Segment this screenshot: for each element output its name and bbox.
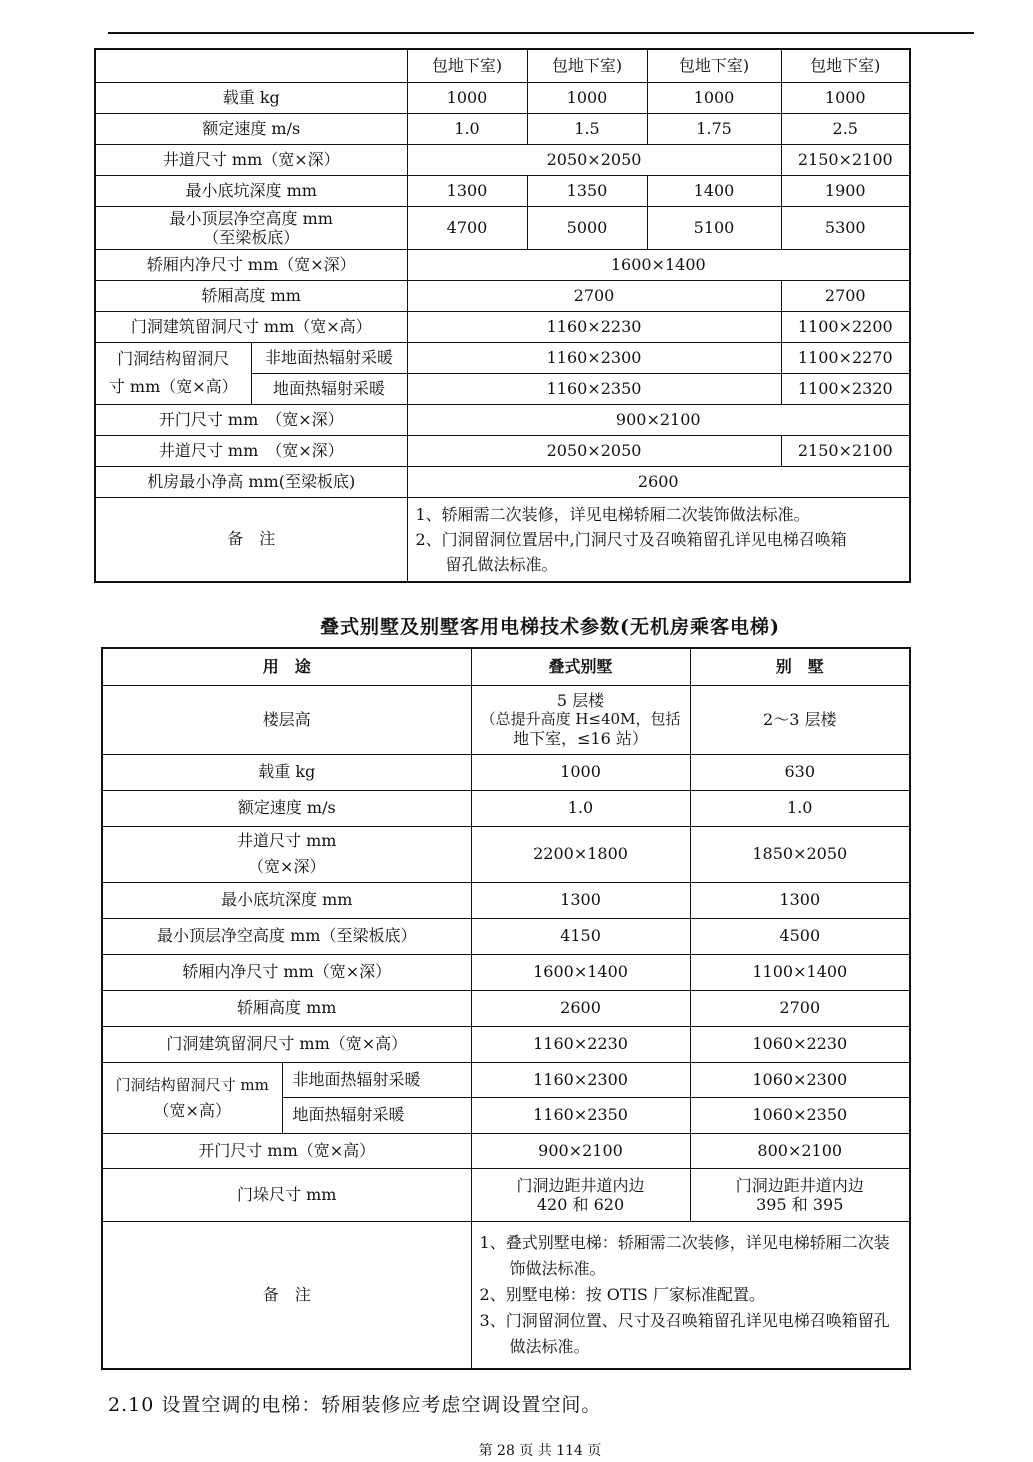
header-cell: 包地下室): [647, 49, 781, 82]
table-row: [102, 648, 910, 685]
table-row: [102, 790, 910, 826]
cell: 1400: [647, 175, 781, 206]
table-2-title: 叠式别墅及别墅客用电梯技术参数(无机房乘客电梯): [320, 616, 780, 638]
table-row: [95, 311, 910, 342]
table-row: [102, 1221, 910, 1369]
cell: 800×2100: [690, 1133, 910, 1168]
table-row: [95, 49, 910, 82]
row-label: [95, 206, 407, 249]
table-row: [102, 990, 910, 1026]
cell: 1160×2300: [471, 1062, 690, 1097]
cell: 4700: [407, 206, 527, 249]
remark-line: 1、轿厢需二次装修，详见电梯轿厢二次装饰做法标准。: [415, 504, 810, 524]
empty-header-cell: [95, 49, 407, 82]
cell: 900×2100: [407, 404, 910, 435]
row-label: 机房最小净高 mm(至梁板底): [95, 466, 407, 497]
row-label: [102, 826, 471, 882]
table-row: [95, 280, 910, 311]
table-row: [102, 685, 910, 754]
cell: 900×2100: [471, 1133, 690, 1168]
cell: 1000: [527, 82, 647, 113]
remarks-text: [407, 497, 910, 582]
row-label: [102, 1062, 282, 1133]
row-label: [95, 342, 251, 404]
table-row: [95, 342, 910, 373]
elevator-params-table-1: [94, 48, 911, 583]
row-label: 开门尺寸 mm（宽×高）: [102, 1133, 471, 1168]
cell: 1160×2300: [407, 342, 781, 373]
cell: 2200×1800: [471, 826, 690, 882]
cell: 1600×1400: [407, 249, 910, 280]
cell: 2600: [471, 990, 690, 1026]
cell-line: 门洞边距井道内边: [735, 1175, 864, 1195]
header-cell: 包地下室): [527, 49, 647, 82]
cell: 2.5: [781, 113, 910, 144]
cell-line: 门洞边距井道内边: [516, 1175, 645, 1195]
row-label: 轿厢高度 mm: [102, 990, 471, 1026]
row-label: 井道尺寸 mm（宽×深）: [95, 144, 407, 175]
cell: [471, 1168, 690, 1221]
header-cell: 包地下室): [407, 49, 527, 82]
elevator-params-table-2: [101, 647, 911, 1370]
cell: 4150: [471, 918, 690, 954]
remark-line: 2、别墅电梯：按 OTIS 厂家标准配置。: [479, 1284, 765, 1304]
sub-label: 非地面热辐射采暖: [251, 342, 407, 373]
row-label: 轿厢内净尺寸 mm（宽×深）: [102, 954, 471, 990]
cell: 1.0: [471, 790, 690, 826]
table-row: [95, 435, 910, 466]
label-line: 门洞结构留洞尺寸 mm: [115, 1075, 269, 1094]
sub-label: 地面热辐射采暖: [251, 373, 407, 404]
cell: 1300: [471, 882, 690, 918]
table-row: [102, 754, 910, 790]
cell: 1100×2200: [781, 311, 910, 342]
remarks-label: 备 注: [95, 497, 407, 582]
cell: 2700: [690, 990, 910, 1026]
row-label: 门垛尺寸 mm: [102, 1168, 471, 1221]
sub-label: 地面热辐射采暖: [282, 1097, 471, 1133]
cell: 5300: [781, 206, 910, 249]
cell-line: （总提升高度 H≤40M，包括: [480, 710, 681, 728]
cell: 2050×2050: [407, 435, 781, 466]
cell: 2050×2050: [407, 144, 781, 175]
cell: 1000: [781, 82, 910, 113]
table-row: [102, 1133, 910, 1168]
cell-line: 395 和 395: [756, 1194, 844, 1214]
table-row: [102, 1062, 910, 1097]
row-label: 载重 kg: [102, 754, 471, 790]
remarks-label: 备 注: [102, 1221, 471, 1369]
cell: 1350: [527, 175, 647, 206]
cell: 1.75: [647, 113, 781, 144]
table-row: [95, 144, 910, 175]
cell: 1100×1400: [690, 954, 910, 990]
row-label: 井道尺寸 mm （宽×深）: [95, 435, 407, 466]
cell: 1000: [407, 82, 527, 113]
header-cell: 用 途: [102, 648, 471, 685]
table-row: [95, 497, 910, 582]
row-label: 门洞建筑留洞尺寸 mm（宽×高）: [102, 1026, 471, 1062]
row-label: 开门尺寸 mm （宽×深）: [95, 404, 407, 435]
cell: 1160×2230: [471, 1026, 690, 1062]
label-line: 井道尺寸 mm: [237, 831, 337, 850]
cell: 1300: [690, 882, 910, 918]
cell: 2150×2100: [781, 435, 910, 466]
table-row: [95, 466, 910, 497]
table-row: [102, 918, 910, 954]
section-paragraph: 2.10 设置空调的电梯：轿厢装修应考虑空调设置空间。: [108, 1394, 602, 1416]
header-cell: 包地下室): [781, 49, 910, 82]
row-label: 额定速度 m/s: [102, 790, 471, 826]
cell: 2700: [781, 280, 910, 311]
table-row: [95, 404, 910, 435]
table-row: [102, 1026, 910, 1062]
cell: 1100×2270: [781, 342, 910, 373]
cell: 1060×2230: [690, 1026, 910, 1062]
cell: 1000: [471, 754, 690, 790]
cell: [690, 1168, 910, 1221]
remark-line: 1、叠式别墅电梯：轿厢需二次装修，详见电梯轿厢二次装饰做法标准。: [479, 1232, 890, 1278]
row-label: 额定速度 m/s: [95, 113, 407, 144]
cell: 1060×2350: [690, 1097, 910, 1133]
header-cell: 叠式别墅: [471, 648, 690, 685]
cell: 630: [690, 754, 910, 790]
cell: 1850×2050: [690, 826, 910, 882]
cell: 1160×2350: [407, 373, 781, 404]
page-footer: 第 28 页 共 114 页: [478, 1443, 602, 1459]
cell-line: 5 层楼: [556, 691, 605, 710]
sub-label: 非地面热辐射采暖: [282, 1062, 471, 1097]
remarks-text: [471, 1221, 910, 1369]
cell: [471, 685, 690, 754]
cell: 1300: [407, 175, 527, 206]
label-line: 寸 mm（宽×高）: [108, 377, 238, 396]
cell: 2700: [407, 280, 781, 311]
cell: 1060×2300: [690, 1062, 910, 1097]
label-line: 最小顶层净空高度 mm: [169, 208, 333, 228]
cell: 5000: [527, 206, 647, 249]
table-row: [95, 82, 910, 113]
cell: 2150×2100: [781, 144, 910, 175]
label-line: （宽×深）: [248, 857, 326, 876]
row-label: 最小顶层净空高度 mm（至梁板底）: [102, 918, 471, 954]
row-label: 轿厢高度 mm: [95, 280, 407, 311]
cell: 1.5: [527, 113, 647, 144]
cell: 1.0: [407, 113, 527, 144]
header-rule: [108, 32, 974, 34]
table-row: [95, 206, 910, 249]
cell: 1600×1400: [471, 954, 690, 990]
cell: 2600: [407, 466, 910, 497]
row-label: 轿厢内净尺寸 mm（宽×深）: [95, 249, 407, 280]
cell: 1.0: [690, 790, 910, 826]
row-label: 最小底坑深度 mm: [95, 175, 407, 206]
table-row: [102, 954, 910, 990]
table-row: [102, 882, 910, 918]
remark-line: 3、门洞留洞位置、尺寸及召唤箱留孔详见电梯召唤箱留孔做法标准。: [479, 1310, 890, 1356]
remark-line: 2、门洞留洞位置居中,门洞尺寸及召唤箱留孔详见电梯召唤箱留孔做法标准。: [415, 529, 847, 574]
table-row: [95, 249, 910, 280]
cell: 1160×2350: [471, 1097, 690, 1133]
table-row: [102, 826, 910, 882]
row-label: 最小底坑深度 mm: [102, 882, 471, 918]
cell: 2～3 层楼: [690, 685, 910, 754]
cell: 4500: [690, 918, 910, 954]
cell: 1160×2230: [407, 311, 781, 342]
cell: 1100×2320: [781, 373, 910, 404]
cell: 5100: [647, 206, 781, 249]
label-line: （至梁板底）: [203, 227, 300, 247]
table-row: [102, 1168, 910, 1221]
label-line: 门洞结构留洞尺: [117, 349, 230, 368]
cell-line: 地下室，≤16 站）: [513, 729, 648, 748]
table-row: [95, 175, 910, 206]
row-label: 载重 kg: [95, 82, 407, 113]
row-label: 门洞建筑留洞尺寸 mm（宽×高）: [95, 311, 407, 342]
label-line: （宽×高）: [153, 1100, 231, 1120]
cell: 1000: [647, 82, 781, 113]
table-row: [95, 113, 910, 144]
row-label: 楼层高: [102, 685, 471, 754]
header-cell: 别 墅: [690, 648, 910, 685]
cell: 1900: [781, 175, 910, 206]
cell-line: 420 和 620: [536, 1194, 625, 1214]
